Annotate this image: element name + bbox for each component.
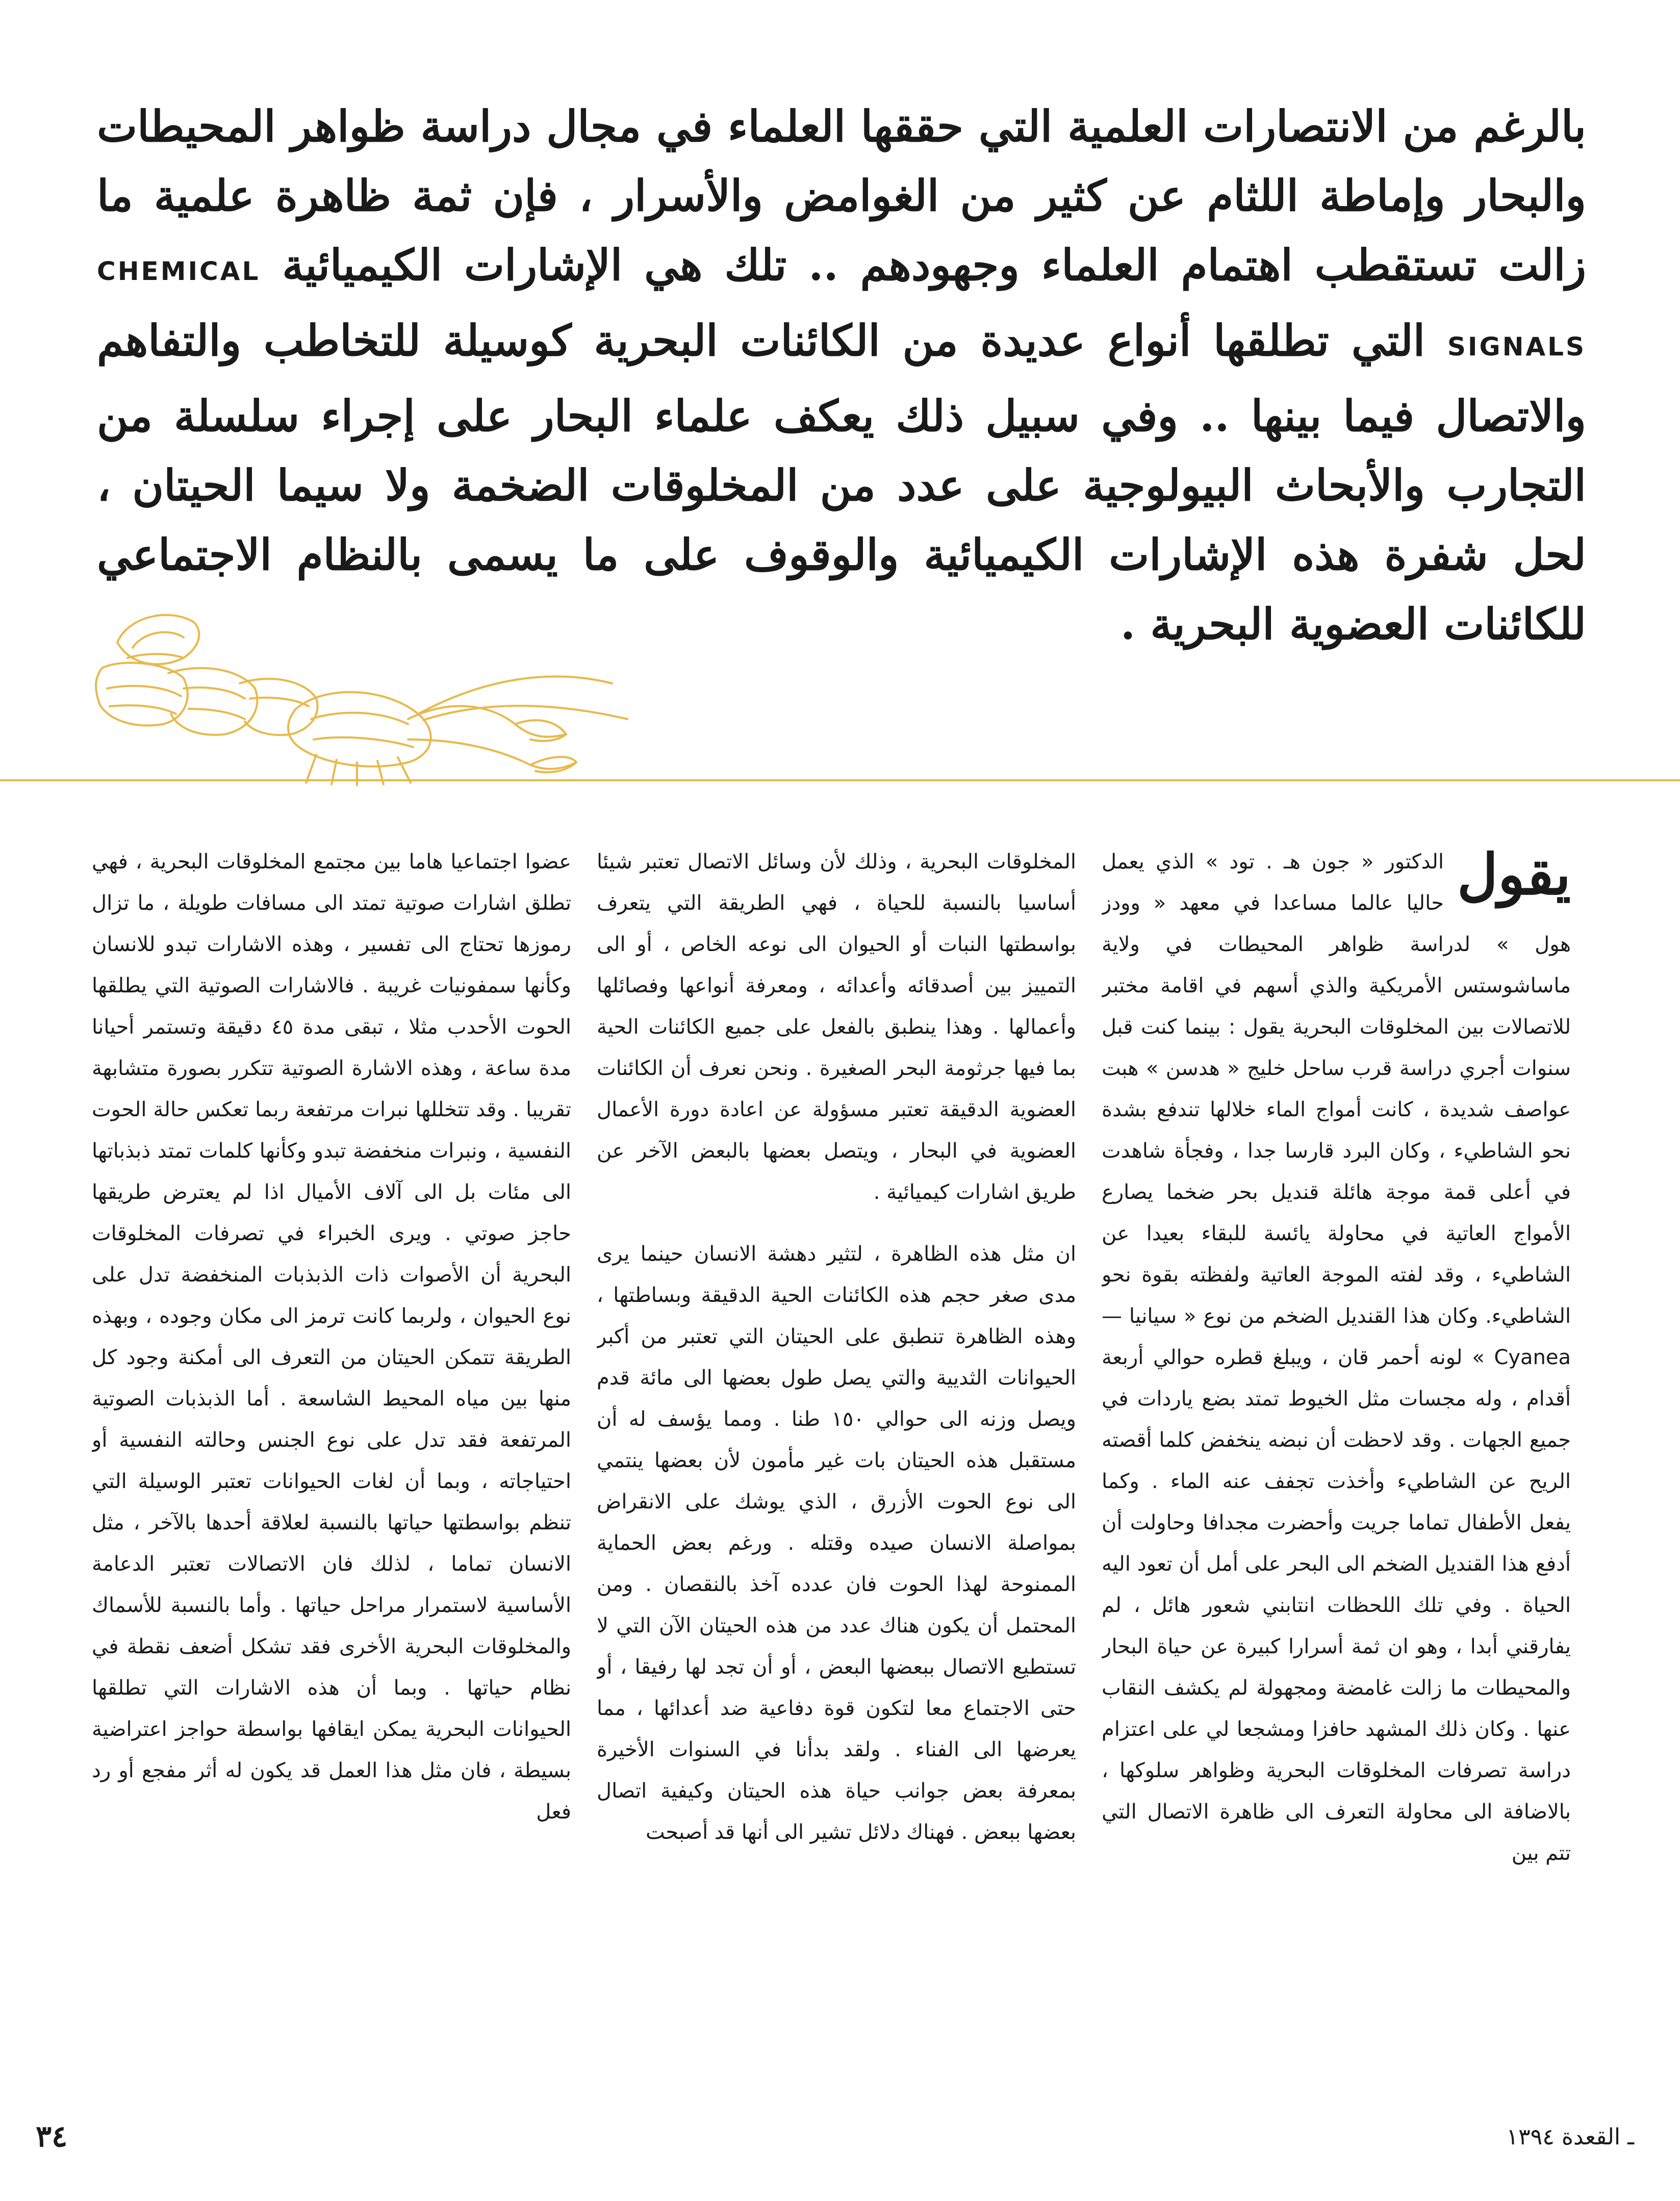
- opening-dropword: يقول: [1457, 841, 1571, 907]
- intro-text-before: بالرغم من الانتصارات العلمية التي حققها العلماء في مجال دراسة ظواهر المحيطات والبحار وإماطة اللثام عن كثير من الغوامض والأسرار ، فإن ثمة ظاهرة علمية ما زالت تستقطب اهتمام العلماء وجهودهم .. تلك هي الإشارات الكيميائية: [97, 101, 1586, 290]
- intro-paragraph: [97, 92, 1587, 649]
- intro-text-after: التي تطلقها أنواع عديدة من الكائنات البحرية كوسيلة للتخاطب والتفاهم والاتصال فيما بينها .. وفي سبيل ذلك يعكف علماء البحار على إجراء سلسلة من التجارب والأبحاث البيولوجية على عدد من المخلوقات الضخمة ولا سيما الحيتان ، لحل شفرة هذه الإشارات الكيميائية والوقوف على ما يسمى بالنظام الاجتماعي للكائنات العضوية البحرية .: [97, 315, 1587, 649]
- article-column-3: [92, 841, 571, 1994]
- crustacean-drawing-icon: [0, 586, 1680, 831]
- column-1-text: الدكتور « جون هـ . تود » الذي يعمل حاليا عالما مساعدا في معهد « وودز هول » لدراسة ظواهر المحيطات في ولاية ماساشوستس الأمريكية والذي أسهم في اقامة مختبر للاتصالات بين المخلوقات البحرية يقول : بينما كنت قبل سنوات أجري دراسة قرب ساحل خليج « هدسن » هبت عواصف شديدة ، كانت أمواج الماء خلالها تندفع بشدة نحو الشاطيء ، وكان البرد قارسا جدا ، وفجأة شاهدت في أعلى قمة موجة هائلة قنديل بحر ضخما يصارع الأمواج العاتية في محاولة يائسة للبقاء بعيدا عن الشاطيء ، وقد لفته الموجة العاتية ولفظته بقوة نحو الشاطيء. وكان هذا القنديل الضخم من نوع « سيانيا — Cyanea » لونه أحمر قان ، ويبلغ قطره حوالي أربعة أقدام ، وله مجسات مثل الخيوط تمتد بضع ياردات في جميع الجهات . وقد لاحظت أن نبضه ينخفض كلما أقصته الريح عن الشاطيء وأخذت تجفف عنه الماء . وكما يفعل الأطفال تماما جريت وأحضرت مجدافا وحاولت أن أدفع هذا القنديل الضخم الى البحر على أمل أن تعود اليه الحياة . وفي تلك اللحظات انتابني شعور هائل ، لم يفارقني أبدا ، وهو ان ثمة أسرارا كبيرة عن حياة البحار والمحيطات ما زالت غامضة ومجهولة لم يكشف النقاب عنها . وكان ذلك المشهد حافزا ومشجعا لي على اعتزام دراسة تصرفات المخلوقات البحرية وظواهر سلوكها ، بالاضافة الى محاولة التعرف الى ظاهرة الاتصال التي تتم بين: [1102, 850, 1571, 1865]
- issue-label: ـ القعدة ١٣٩٤: [1506, 2124, 1634, 2150]
- page-number: ٣٤: [36, 2119, 68, 2154]
- column-2-paragraph-2: ان مثل هذه الظاهرة ، لتثير دهشة الانسان حينما يرى مدى صغر حجم هذه الكائنات الحية الدقيقة وبساطتها ، وهذه الظاهرة تنطبق على الحيتان التي تعتبر من أكبر الحيوانات الثديية والتي يصل طول بعضها الى مائة قدم ويصل وزنه الى حوالي ١٥٠ طنا . ومما يؤسف له أن مستقبل هذه الحيتان بات غير مأمون لأن بعضها ينتمي الى نوع الحوت الأزرق ، الذي يوشك على الانقراض بمواصلة الانسان صيده وقتله . ورغم بعض الحماية الممنوحة لهذا الحوت فان عدده آخذ بالنقصان . ومن المحتمل أن يكون هناك عدد من هذه الحيتان الآن التي لا تستطيع الاتصال ببعضها البعض ، أو أن تجد لها رفيقا ، أو حتى الاجتماع معا لتكون قوة دفاعية ضد أعدائها ، مما يعرضها الى الفناء . ولقد بدأنا في السنوات الأخيرة بمعرفة بعض جوانب حياة هذه الحيتان وكيفية اتصال بعضها ببعض . فهناك دلائل تشير الى أنها قد أصبحت: [597, 1242, 1076, 1844]
- intro-english-term: CHEMICAL SIGNALS: [97, 257, 1586, 362]
- column-2-paragraph-1: المخلوقات البحرية ، وذلك لأن وسائل الاتصال تعتبر شيئا أساسيا بالنسبة للحياة ، فهي الطريقة التي يتعرف بواسطتها النبات أو الحيوان الى نوعه الخاص ، أو الى التمييز بين أصدقائه وأعدائه ، ومعرفة أنواعها وفصائلها وأعمالها . وهذا ينطبق بالفعل على جميع الكائنات الحية بما فيها جرثومة البحر الصغيرة . ونحن نعرف أن الكائنات العضوية الدقيقة تعتبر مسؤولة عن اعادة دورة الأعمال العضوية في البحار ، ويتصل بعضها بالبعض الآخر عن طريق اشارات كيميائية .: [597, 850, 1076, 1204]
- article-column-2: [597, 841, 1076, 1994]
- article-column-1: [1102, 841, 1571, 1994]
- column-3-text: عضوا اجتماعيا هاما بين مجتمع المخلوقات البحرية ، فهي تطلق اشارات صوتية تمتد الى مسافات طويلة ، ما تزال رموزها تحتاج الى تفسير ، وهذه الاشارات تبدو للانسان وكأنها سمفونيات غريبة . فالاشارات الصوتية التي يطلقها الحوت الأحدب مثلا ، تبقى مدة ٤٥ دقيقة وتستمر أحيانا مدة ساعة ، وهذه الاشارة الصوتية تتكرر بصورة متشابهة تقريبا . وقد تتخللها نبرات مرتفعة ربما تعكس حالة الحوت النفسية ، ونبرات منخفضة تبدو وكأنها كلمات تمتد ذبذباتها الى مئات بل الى آلاف الأميال اذا لم يعترض طريقها حاجز صوتي . ويرى الخبراء في تصرفات المخلوقات البحرية أن الأصوات ذات الذبذبات المنخفضة تدل على نوع الحيوان ، ولربما كانت ترمز الى مكان وجوده ، وبهذه الطريقة تتمكن الحيتان من التعرف الى أمكنة وجود كل منها بين مياه المحيط الشاسعة . أما الذبذبات الصوتية المرتفعة فقد تدل على نوع الجنس وحالته النفسية أو احتياجاته ، وبما أن لغات الحيوانات تعتبر الوسيلة التي تنظم بواسطتها حياتها بالنسبة لعلاقة أحدها بالآخر ، مثل الانسان تماما ، لذلك فان الاتصالات تعتبر الدعامة الأساسية لاستمرار مراحل حياتها . وأما بالنسبة للأسماك والمخلوقات البحرية الأخرى فقد تشكل أضعف نقطة في نظام حياتها . وبما أن هذه الاشارات التي تطلقها الحيوانات البحرية يمكن ايقافها بواسطة حواجز اعتراضية بسيطة ، فان مثل هذا العمل قد يكون له أثر مفجع أو رد فعل: [92, 850, 571, 1824]
